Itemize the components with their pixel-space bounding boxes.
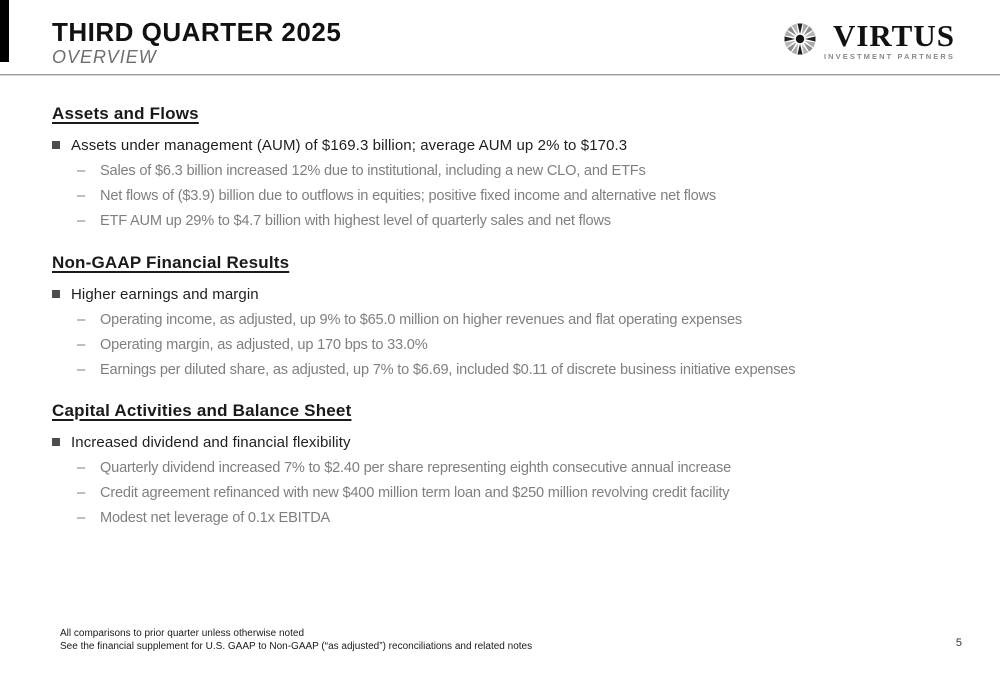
footnote-line: All comparisons to prior quarter unless otherwise noted <box>60 628 305 639</box>
square-bullet-icon <box>52 141 60 149</box>
bullet-text: Increased dividend and financial flexibility <box>71 434 351 451</box>
bullet-item <box>52 286 962 303</box>
dash-bullet-icon: – <box>77 212 86 229</box>
footnotes <box>60 628 532 653</box>
sub-bullet-item <box>77 163 962 179</box>
bullet-text: Assets under management (AUM) of $169.3 billion; average AUM up 2% to $170.3 <box>71 137 628 154</box>
section-heading: Capital Activities and Balance Sheet <box>52 401 352 420</box>
dash-bullet-icon: – <box>77 361 86 378</box>
dash-bullet-icon: – <box>77 509 86 526</box>
section-assets-and-flows <box>52 103 962 229</box>
sub-bullet-item <box>77 485 962 501</box>
bullet-item <box>52 434 962 451</box>
logo-name: VIRTUS <box>832 18 955 53</box>
slide-header <box>0 0 1000 77</box>
page-number: 5 <box>955 637 962 649</box>
sub-bullet-item <box>77 213 962 229</box>
sub-bullet-text: Earnings per diluted share, as adjusted, up 7% to $6.69, included $0.11 of discrete business initiative expenses <box>100 362 796 378</box>
logo-text <box>824 20 955 61</box>
starburst-icon <box>780 19 820 59</box>
dash-bullet-icon: – <box>77 311 86 328</box>
sub-bullet-text: Modest net leverage of 0.1x EBITDA <box>100 510 331 526</box>
sub-bullet-text: ETF AUM up 29% to $4.7 billion with highest level of quarterly sales and net flows <box>100 213 611 229</box>
sub-bullet-item <box>77 460 962 476</box>
sub-bullet-text: Quarterly dividend increased 7% to $2.40 per share representing eighth consecutive annual increase <box>100 460 732 476</box>
bullet-item <box>52 137 962 154</box>
sub-bullet-text: Operating margin, as adjusted, up 170 bps to 33.0% <box>100 337 428 353</box>
sub-bullet-item <box>77 337 962 353</box>
sub-bullet-text: Net flows of ($3.9) billion due to outflows in equities; positive fixed income and alternative net flows <box>100 188 716 204</box>
dash-bullet-icon: – <box>77 459 86 476</box>
footnote-line: See the financial supplement for U.S. GAAP to Non-GAAP (“as adjusted”) reconciliations and related notes <box>60 640 533 652</box>
corner-accent-bar <box>0 0 9 62</box>
sub-bullet-text: Credit agreement refinanced with new $400 million term loan and $250 million revolving credit facility <box>100 485 730 501</box>
header-divider <box>0 74 1000 76</box>
sub-bullet-item <box>77 312 962 328</box>
dash-bullet-icon: – <box>77 162 86 179</box>
sub-bullet-item <box>77 188 962 204</box>
sub-bullet-item <box>77 362 962 378</box>
sub-bullet-text: Sales of $6.3 billion increased 12% due to institutional, including a new CLO, and ETFs <box>100 163 646 179</box>
sub-bullet-text: Operating income, as adjusted, up 9% to $65.0 million on higher revenues and flat operating expenses <box>100 312 743 328</box>
dash-bullet-icon: – <box>77 187 86 204</box>
virtus-logo <box>780 20 955 61</box>
slide-body <box>52 77 962 526</box>
logo-tagline: INVESTMENT PARTNERS <box>823 52 955 61</box>
title-block <box>52 17 341 68</box>
section-non-gaap-results <box>52 252 962 378</box>
square-bullet-icon <box>52 290 60 298</box>
dash-bullet-icon: – <box>77 336 86 353</box>
square-bullet-icon <box>52 438 60 446</box>
section-heading: Assets and Flows <box>52 104 199 123</box>
slide-subtitle: OVERVIEW <box>52 47 157 67</box>
dash-bullet-icon: – <box>77 484 86 501</box>
bullet-text: Higher earnings and margin <box>71 286 259 303</box>
section-capital-activities <box>52 400 962 526</box>
sub-bullet-item <box>77 510 962 526</box>
section-heading: Non-GAAP Financial Results <box>52 253 290 272</box>
slide-title: THIRD QUARTER 2025 <box>52 17 342 47</box>
